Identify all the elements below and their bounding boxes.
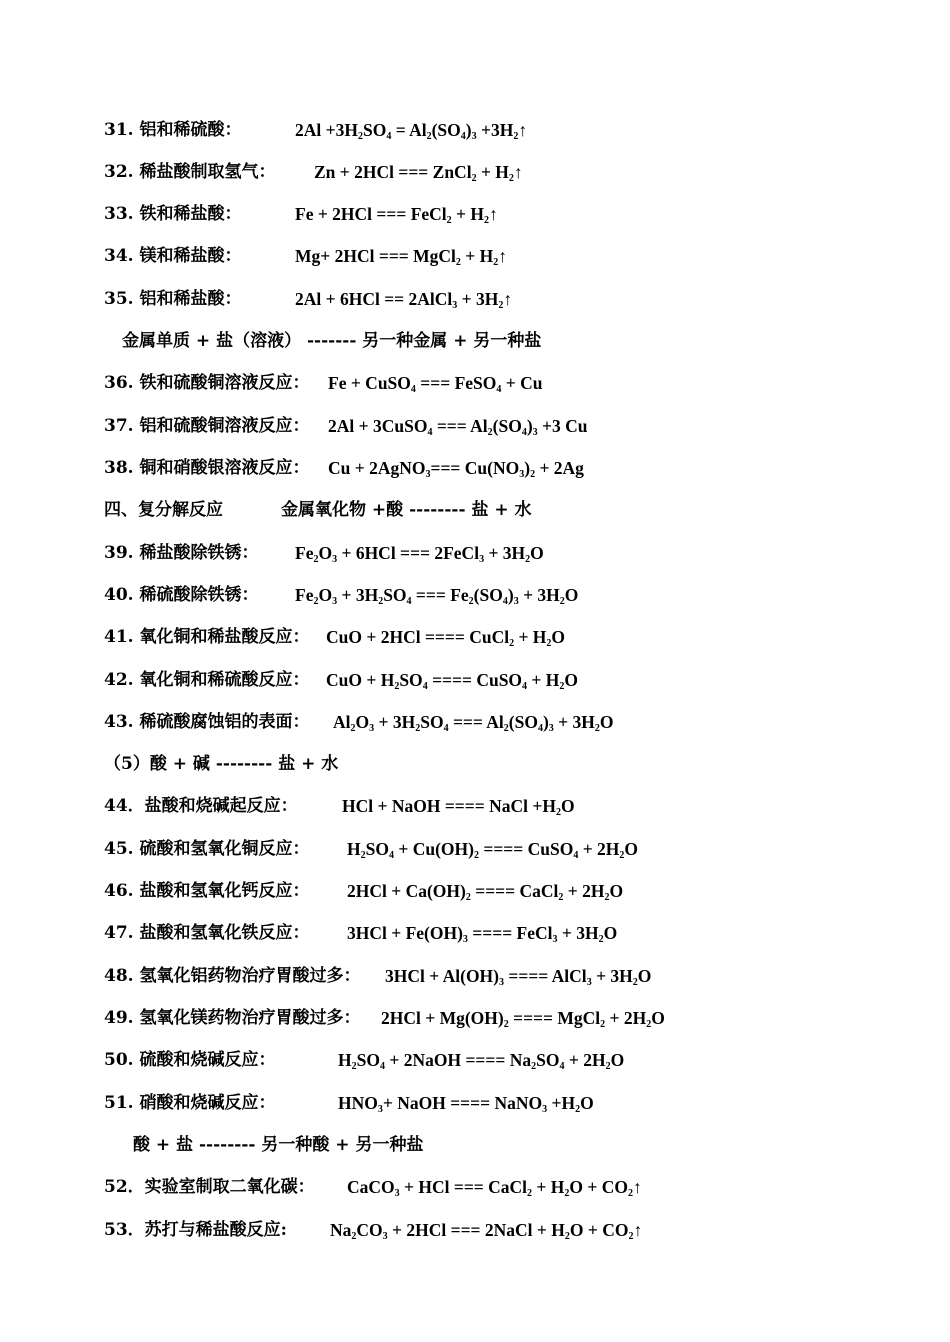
- reaction-label: 43. 稀硫酸腐蚀铝的表面：: [104, 712, 310, 732]
- section-rule: 金属氧化物 +酸 -------- 盐 + 水: [281, 500, 532, 520]
- reaction-label: 41. 氧化铜和稀盐酸反应：: [104, 627, 310, 647]
- equation-line-45: [104, 834, 639, 864]
- chemical-equation: Fe + CuSO$_4$ === FeSO$_4$ + Cu: [328, 373, 543, 395]
- section-note-text: 酸 + 盐 -------- 另一种酸 + 另一种盐: [133, 1135, 424, 1155]
- equation-line-40: [104, 580, 579, 610]
- chemical-equation: $H_2SO_4 + Cu(OH)_2$ ==== CuSO$_4$ + $2H_2O$: [347, 839, 639, 861]
- reaction-label: 40. 稀硫酸除铁锈：: [104, 585, 259, 605]
- chemical-equation: 2Al + 3CuSO$_4$ === $Al_2(SO_4)_3 +3$ Cu: [328, 416, 588, 438]
- reaction-label: 44．盐酸和烧碱起反应：: [104, 796, 298, 816]
- reaction-label: 42. 氧化铜和稀硫酸反应：: [104, 670, 310, 690]
- equation-line-49: [104, 1003, 665, 1033]
- reaction-label: 37. 铝和硫酸铜溶液反应：: [104, 416, 310, 436]
- chemical-equation: Cu + 2AgNO$_3$=== $Cu(NO_3)_2 + 2Ag$: [328, 458, 584, 480]
- equation-line-46: [104, 876, 624, 906]
- equation-line-50: [104, 1045, 625, 1075]
- equation-line-34: [104, 241, 508, 271]
- chemical-equation: $3HCl + Al(OH)_3$ ==== AlCl$_3$ + $3H_2O$: [385, 966, 652, 988]
- equation-line-38: [104, 453, 584, 483]
- reaction-label: 47. 盐酸和氢氧化铁反应：: [104, 923, 310, 943]
- reaction-label: 32. 稀盐酸制取氢气：: [104, 162, 276, 182]
- equation-line-53: [104, 1215, 643, 1245]
- section-heading-double-decomposition: [104, 495, 532, 525]
- reaction-label: 49. 氢氧化镁药物治疗胃酸过多：: [104, 1008, 361, 1028]
- section-note-metal-salt: [122, 326, 541, 356]
- equation-line-32: [104, 157, 523, 187]
- chemical-equation: $H_2SO_4$ + 2NaOH ==== $Na_2SO_4 + 2H_2O$: [338, 1050, 625, 1072]
- reaction-label: 38. 铜和硝酸银溶液反应：: [104, 458, 310, 478]
- chemical-equation: Fe + 2HCl === FeCl$_2$ + $H_2↑$: [295, 204, 498, 226]
- chemical-equation: Zn + 2HCl === ZnCl$_2$ + $H_2↑$: [314, 162, 523, 184]
- reaction-label: 39. 稀盐酸除铁锈：: [104, 543, 259, 563]
- chemical-equation: CuO + 2HCl ==== CuCl$_2$ + $H_2O$: [326, 627, 566, 649]
- chemical-equation: 2Al + 6HCl == 2AlCl$_3$ + $3H_2↑$: [295, 289, 513, 311]
- reaction-label: 45. 硫酸和氢氧化铜反应：: [104, 839, 310, 859]
- equation-line-52: [104, 1172, 642, 1202]
- section-note-text: 金属单质 + 盐（溶液） ------- 另一种金属 + 另一种盐: [122, 331, 542, 351]
- reaction-label: 33. 铁和稀盐酸：: [104, 204, 242, 224]
- equation-line-39: [104, 538, 544, 568]
- equation-line-33: [104, 199, 498, 229]
- equation-line-41: [104, 622, 566, 652]
- equation-line-44: [104, 791, 575, 821]
- reaction-label: 51. 硝酸和烧碱反应：: [104, 1093, 276, 1113]
- chemical-equation: $Al_2O_3 + 3H_2SO_4$ === $Al_2(SO_4)_3 + 3H_2O$: [333, 712, 614, 734]
- reaction-label: 48. 氢氧化铝药物治疗胃酸过多：: [104, 966, 361, 986]
- chemical-equation: $2HCl + Ca(OH)_2$ ==== CaCl$_2$ + $2H_2O$: [347, 881, 624, 903]
- reaction-label: 53．苏打与稀盐酸反应:: [104, 1220, 287, 1240]
- section-note-text: （5）酸 + 碱 -------- 盐 + 水: [104, 754, 339, 774]
- chemical-equation: $HNO_3+$ NaOH ==== NaNO$_3$ $+H_2O$: [338, 1093, 594, 1115]
- equation-line-36: [104, 368, 543, 398]
- reaction-label: 35. 铝和稀盐酸：: [104, 289, 242, 309]
- section-heading: 四、复分解反应: [104, 500, 223, 520]
- equation-line-35: [104, 284, 513, 314]
- chemical-equation: HCl + NaOH ==== NaCl $+H_2O$: [342, 796, 575, 818]
- chemical-equation: $2Al +3H_2SO_4 = Al_2(SO_4)_3$ $+3H_2↑$: [295, 120, 528, 142]
- equation-line-37: [104, 411, 588, 441]
- chemical-equation: Mg+ 2HCl === MgCl$_2$ + $H_2↑$: [295, 246, 508, 268]
- chemical-equation: CaCO$_3$ + HCl === CaCl$_2$ + $H_2O$ + $CO_2↑$: [347, 1177, 642, 1199]
- reaction-label: 31. 铝和稀硫酸：: [104, 120, 242, 140]
- reaction-label: 36. 铁和硫酸铜溶液反应：: [104, 373, 310, 393]
- chemical-equation: $Na_2CO_3 + 2HCl$ === 2NaCl + $H_2O$ + $CO_2↑$: [330, 1220, 643, 1242]
- equation-line-47: [104, 918, 618, 948]
- chemical-equation: CuO + $H_2SO_4$ ==== CuSO$_4$ + $H_2O$: [326, 670, 579, 692]
- equation-line-48: [104, 961, 652, 991]
- equation-line-31: [104, 115, 528, 145]
- section-note-acid-salt: [133, 1130, 423, 1160]
- equation-line-51: [104, 1088, 594, 1118]
- chemical-equation: $2HCl + Mg(OH)_2$ ==== MgCl$_2$ + $2H_2O$: [381, 1008, 665, 1030]
- equation-line-42: [104, 665, 579, 695]
- reaction-label: 46. 盐酸和氢氧化钙反应：: [104, 881, 310, 901]
- reaction-label: 34. 镁和稀盐酸：: [104, 246, 242, 266]
- equation-line-43: [104, 707, 614, 737]
- chemical-equation: $Fe_2O_3 + 6HCl$ === 2FeCl$_3$ + $3H_2O$: [295, 543, 544, 565]
- chemical-equation: $Fe_2O_3 + 3H_2SO_4$ === $Fe_2(SO_4)_3 + 3H_2O$: [295, 585, 579, 607]
- section-note-acid-base: [104, 749, 338, 779]
- reaction-label: 50. 硫酸和烧碱反应：: [104, 1050, 276, 1070]
- chemical-equation: $3HCl + Fe(OH)_3$ ==== FeCl$_3$ + $3H_2O$: [347, 923, 618, 945]
- reaction-label: 52．实验室制取二氧化碳：: [104, 1177, 315, 1197]
